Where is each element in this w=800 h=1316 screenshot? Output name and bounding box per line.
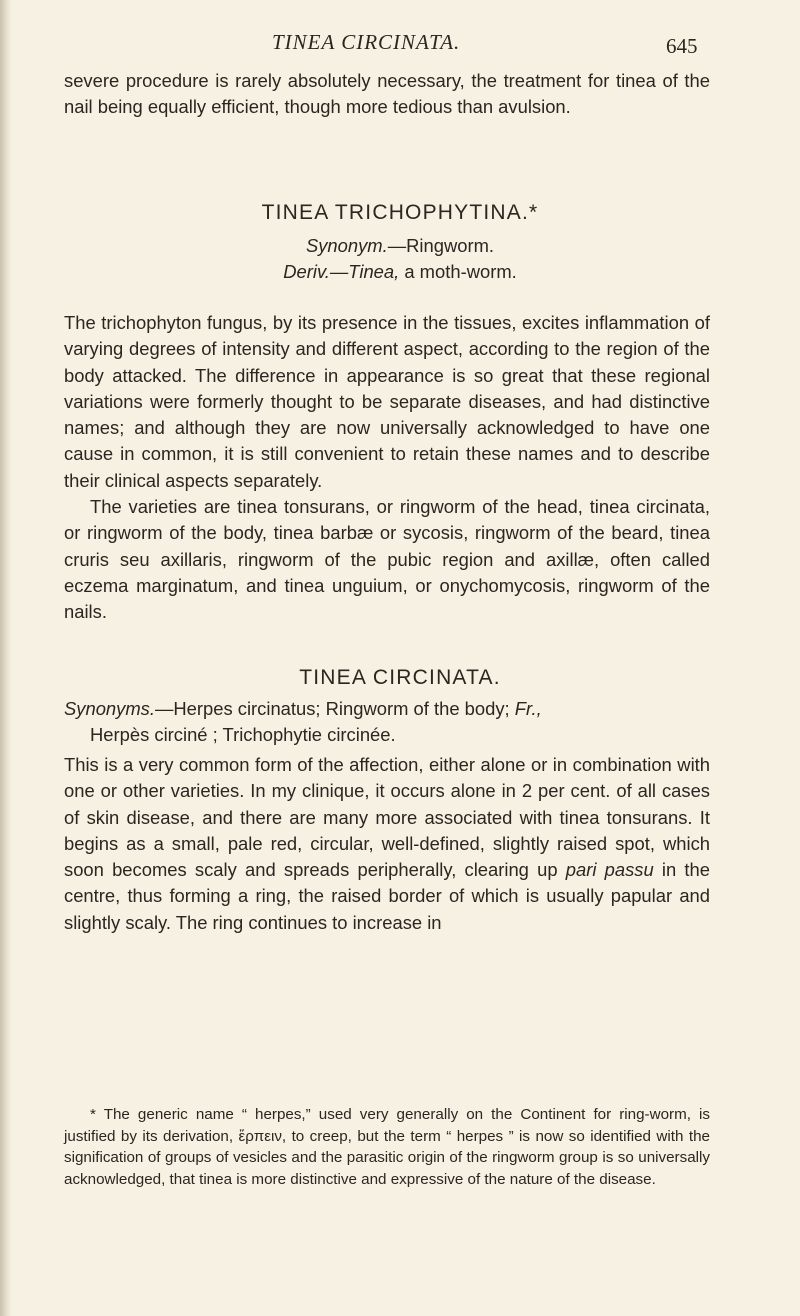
intro-paragraph	[64, 68, 710, 121]
footnote-text-b: to creep, but the term “ herpes ” is now so identified with the signification of groups of vesicles and the parasitic origin of the ringworm group is so universally acknowledged, that tinea is more distinctive and expressive of the nature of the disease.	[64, 1127, 710, 1188]
intro-text: severe procedure is rarely absolutely necessary, the treatment for tinea of the nail being equally efficient, though more tedious than avulsion.	[64, 70, 710, 118]
derivation-line	[0, 259, 800, 285]
deriv-label: Deriv.	[283, 261, 330, 282]
circinata-body	[64, 752, 710, 936]
page-binding-shadow	[0, 0, 12, 1316]
footnote	[64, 1104, 710, 1190]
footnote-paragraph	[64, 1104, 710, 1190]
synonyms-label: Synonyms.	[64, 698, 155, 719]
synonyms-line-2: Herpès circiné ; Trichophytie circinée.	[90, 724, 396, 746]
trichophytina-paragraph-2-text: The varieties are tinea tonsurans, or ringworm of the head, tinea circinata, or ringworm of the body, tinea barbæ or sycosis, ringworm of the beard, tinea cruris seu axillaris, ringworm of the pubic region and axillæ, often called eczema marginatum, and tinea unguium, or onychomycosis, ringworm of the nails.	[64, 496, 710, 623]
deriv-word: Tinea,	[348, 261, 400, 282]
pari-passu-term: pari passu	[565, 859, 654, 881]
footnote-greek-word: ἕρπειν,	[238, 1127, 287, 1145]
synonym-text: —Ringworm.	[387, 235, 495, 256]
deriv-dash: —	[329, 261, 349, 282]
trichophytina-body	[64, 310, 710, 626]
synonyms-text: —Herpes circinatus; Ringworm of the body;	[154, 698, 510, 719]
synonym-line	[0, 233, 800, 259]
circinata-text-b: in the centre, thus forming a ring, the raised border of which is usually papular and slightly scaly. The ring continues to increase in	[64, 859, 710, 933]
trichophytina-paragraph-2	[64, 494, 710, 625]
page-number: 645	[666, 34, 698, 58]
running-head	[0, 24, 800, 58]
section-heading-tinea-trichophytina: TINEA TRICHOPHYTINA.*	[261, 201, 539, 225]
deriv-text: a moth-worm.	[399, 261, 517, 282]
section-heading-tinea-circinata: TINEA CIRCINATA.	[299, 666, 501, 690]
synonym-label: Synonym.	[305, 235, 388, 256]
circinata-synonyms	[64, 696, 710, 749]
footnote-text-a: * The generic name “ herpes,” used very generally on the Continent for ring-worm, is justified by its derivation,	[64, 1106, 710, 1145]
french-label: Fr.,	[514, 698, 542, 719]
circinata-text-a: This is a very common form of the affection, either alone or in combination with one or other varieties. In my clinique, it occurs alone in 2 per cent. of all cases of skin disease, and there are many more associated with tinea tonsurans. It begins as a small, pale red, circular, well-defined, slightly raised spot, which soon becomes scaly and spreads peripherally, clearing up	[64, 754, 710, 881]
running-title: TINEA CIRCINATA.	[272, 30, 461, 54]
circinata-paragraph	[64, 752, 710, 936]
trichophytina-paragraph-1: The trichophyton fungus, by its presence in the tissues, excites inflammation of varying degrees of intensity and different aspect, according to the region of the body attacked. The difference in appearance is so great that these regional variations were formerly thought to be separate diseases, and had distinctive names; and although they are now universally acknowledged to have one cause in common, it is still convenient to retain these names and to describe their clinical aspects separately.	[64, 312, 710, 491]
